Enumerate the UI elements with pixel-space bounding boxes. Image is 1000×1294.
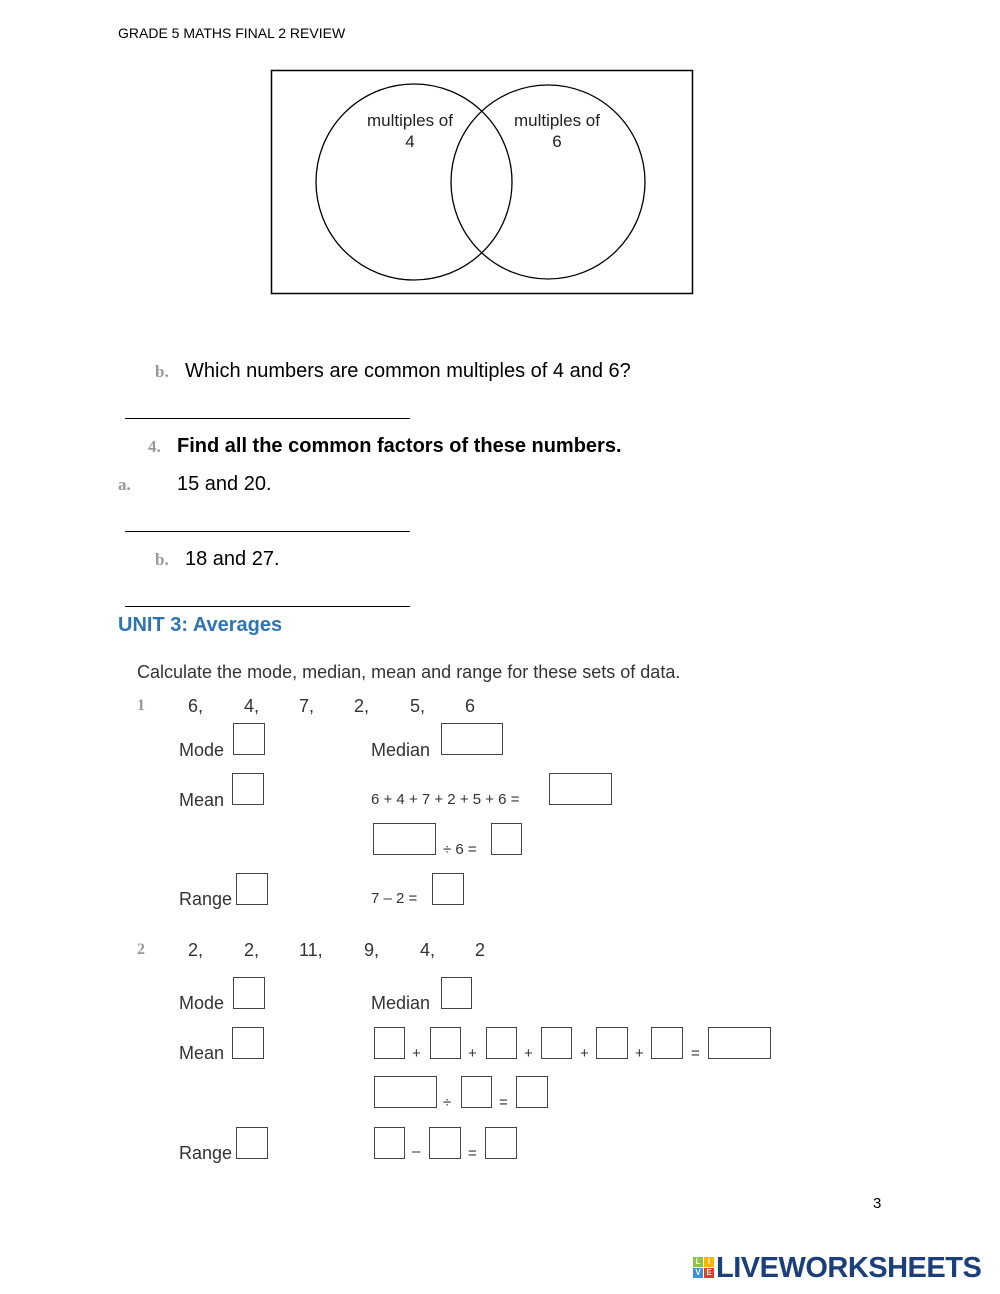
question-heading: Find all the common factors of these numbers. [177, 435, 622, 457]
divide-equation: ÷ 6 = [443, 841, 477, 858]
data-value: 4, [244, 696, 260, 716]
data-value: 6, [188, 696, 204, 716]
page-header: GRADE 5 MATHS FINAL 2 REVIEW [118, 25, 346, 41]
venn-left-label-line1: multiples of [367, 111, 453, 130]
addend-input[interactable] [651, 1027, 683, 1059]
sum-input[interactable] [549, 773, 612, 805]
min-input[interactable] [429, 1127, 461, 1159]
venn-diagram [0, 0, 1000, 320]
venn-right-label [487, 110, 627, 152]
dividend-input[interactable] [373, 823, 436, 855]
data-value: 2, [244, 940, 260, 960]
dividend-input[interactable] [374, 1076, 437, 1108]
logo-tile: E [704, 1268, 714, 1278]
venn-frame [272, 71, 693, 294]
logo-tile: L [693, 1257, 703, 1267]
median-input[interactable] [441, 723, 503, 755]
range-input[interactable] [236, 873, 268, 905]
equals-sign: = [468, 1145, 477, 1162]
max-input[interactable] [374, 1127, 405, 1159]
addend-input[interactable] [486, 1027, 517, 1059]
answer-line[interactable] [125, 531, 410, 532]
range-label: Range [179, 1143, 233, 1163]
logo-tile: I [704, 1257, 714, 1267]
logo-text: LIVEWORKSHEETS [716, 1252, 982, 1284]
question-marker: b. [155, 362, 169, 381]
data-value: 9, [364, 940, 380, 960]
venn-left-label [340, 110, 480, 152]
range-result-input[interactable] [432, 873, 464, 905]
mean-label: Mean [179, 1043, 225, 1063]
mode-input[interactable] [233, 977, 265, 1009]
median-label: Median [371, 993, 431, 1013]
set-number: 2 [137, 941, 145, 958]
addend-input[interactable] [596, 1027, 628, 1059]
data-value: 7, [299, 696, 315, 716]
plus-sign: + [468, 1045, 477, 1062]
equals-sign: = [691, 1045, 700, 1062]
sum-input[interactable] [708, 1027, 771, 1059]
data-value: 2, [354, 696, 370, 716]
data-value: 5, [410, 696, 426, 716]
mode-label: Mode [179, 993, 225, 1013]
data-value: 4, [420, 940, 436, 960]
median-label: Median [371, 740, 431, 760]
mean-label: Mean [179, 790, 225, 810]
plus-sign: + [580, 1045, 589, 1062]
answer-line[interactable] [125, 606, 410, 607]
median-input[interactable] [441, 977, 472, 1009]
plus-sign: + [635, 1045, 644, 1062]
range-input[interactable] [236, 1127, 268, 1159]
liveworksheets-logo [693, 1252, 993, 1285]
question-marker: 4. [148, 437, 161, 456]
question-marker: a. [118, 475, 131, 494]
quotient-input[interactable] [516, 1076, 548, 1108]
instruction: Calculate the mode, median, mean and range for these sets of data. [137, 662, 681, 682]
set-number: 1 [137, 697, 145, 714]
addend-input[interactable] [374, 1027, 405, 1059]
venn-right-label-line2: 6 [552, 132, 562, 151]
plus-sign: + [524, 1045, 533, 1062]
mode-label: Mode [179, 740, 225, 760]
data-value: 6 [465, 696, 476, 716]
question-marker: b. [155, 550, 169, 569]
data-value: 2, [188, 940, 204, 960]
mode-input[interactable] [233, 723, 265, 755]
question-text: 18 and 27. [185, 548, 280, 570]
range-result-input[interactable] [485, 1127, 517, 1159]
minus-sign: – [412, 1143, 421, 1160]
unit-heading: UNIT 3: Averages [118, 614, 283, 636]
mean-input[interactable] [232, 773, 264, 805]
addend-input[interactable] [541, 1027, 572, 1059]
question-text: 15 and 20. [177, 473, 272, 495]
mean-input[interactable] [232, 1027, 264, 1059]
question-text: Which numbers are common multiples of 4 and 6? [185, 360, 631, 382]
page-number: 3 [873, 1195, 882, 1212]
divisor-input[interactable] [461, 1076, 492, 1108]
divide-sign: ÷ [443, 1094, 452, 1111]
range-equation: 7 – 2 = [371, 890, 418, 907]
plus-sign: + [412, 1045, 421, 1062]
logo-tile: V [693, 1268, 703, 1278]
venn-right-label-line1: multiples of [514, 111, 600, 130]
equals-sign: = [499, 1094, 508, 1111]
answer-line[interactable] [125, 418, 410, 419]
quotient-input[interactable] [491, 823, 522, 855]
venn-left-label-line2: 4 [405, 132, 415, 151]
range-label: Range [179, 889, 233, 909]
sum-equation: 6 + 4 + 7 + 2 + 5 + 6 = [371, 791, 520, 808]
data-value: 11, [299, 940, 323, 960]
data-value: 2 [475, 940, 486, 960]
addend-input[interactable] [430, 1027, 461, 1059]
